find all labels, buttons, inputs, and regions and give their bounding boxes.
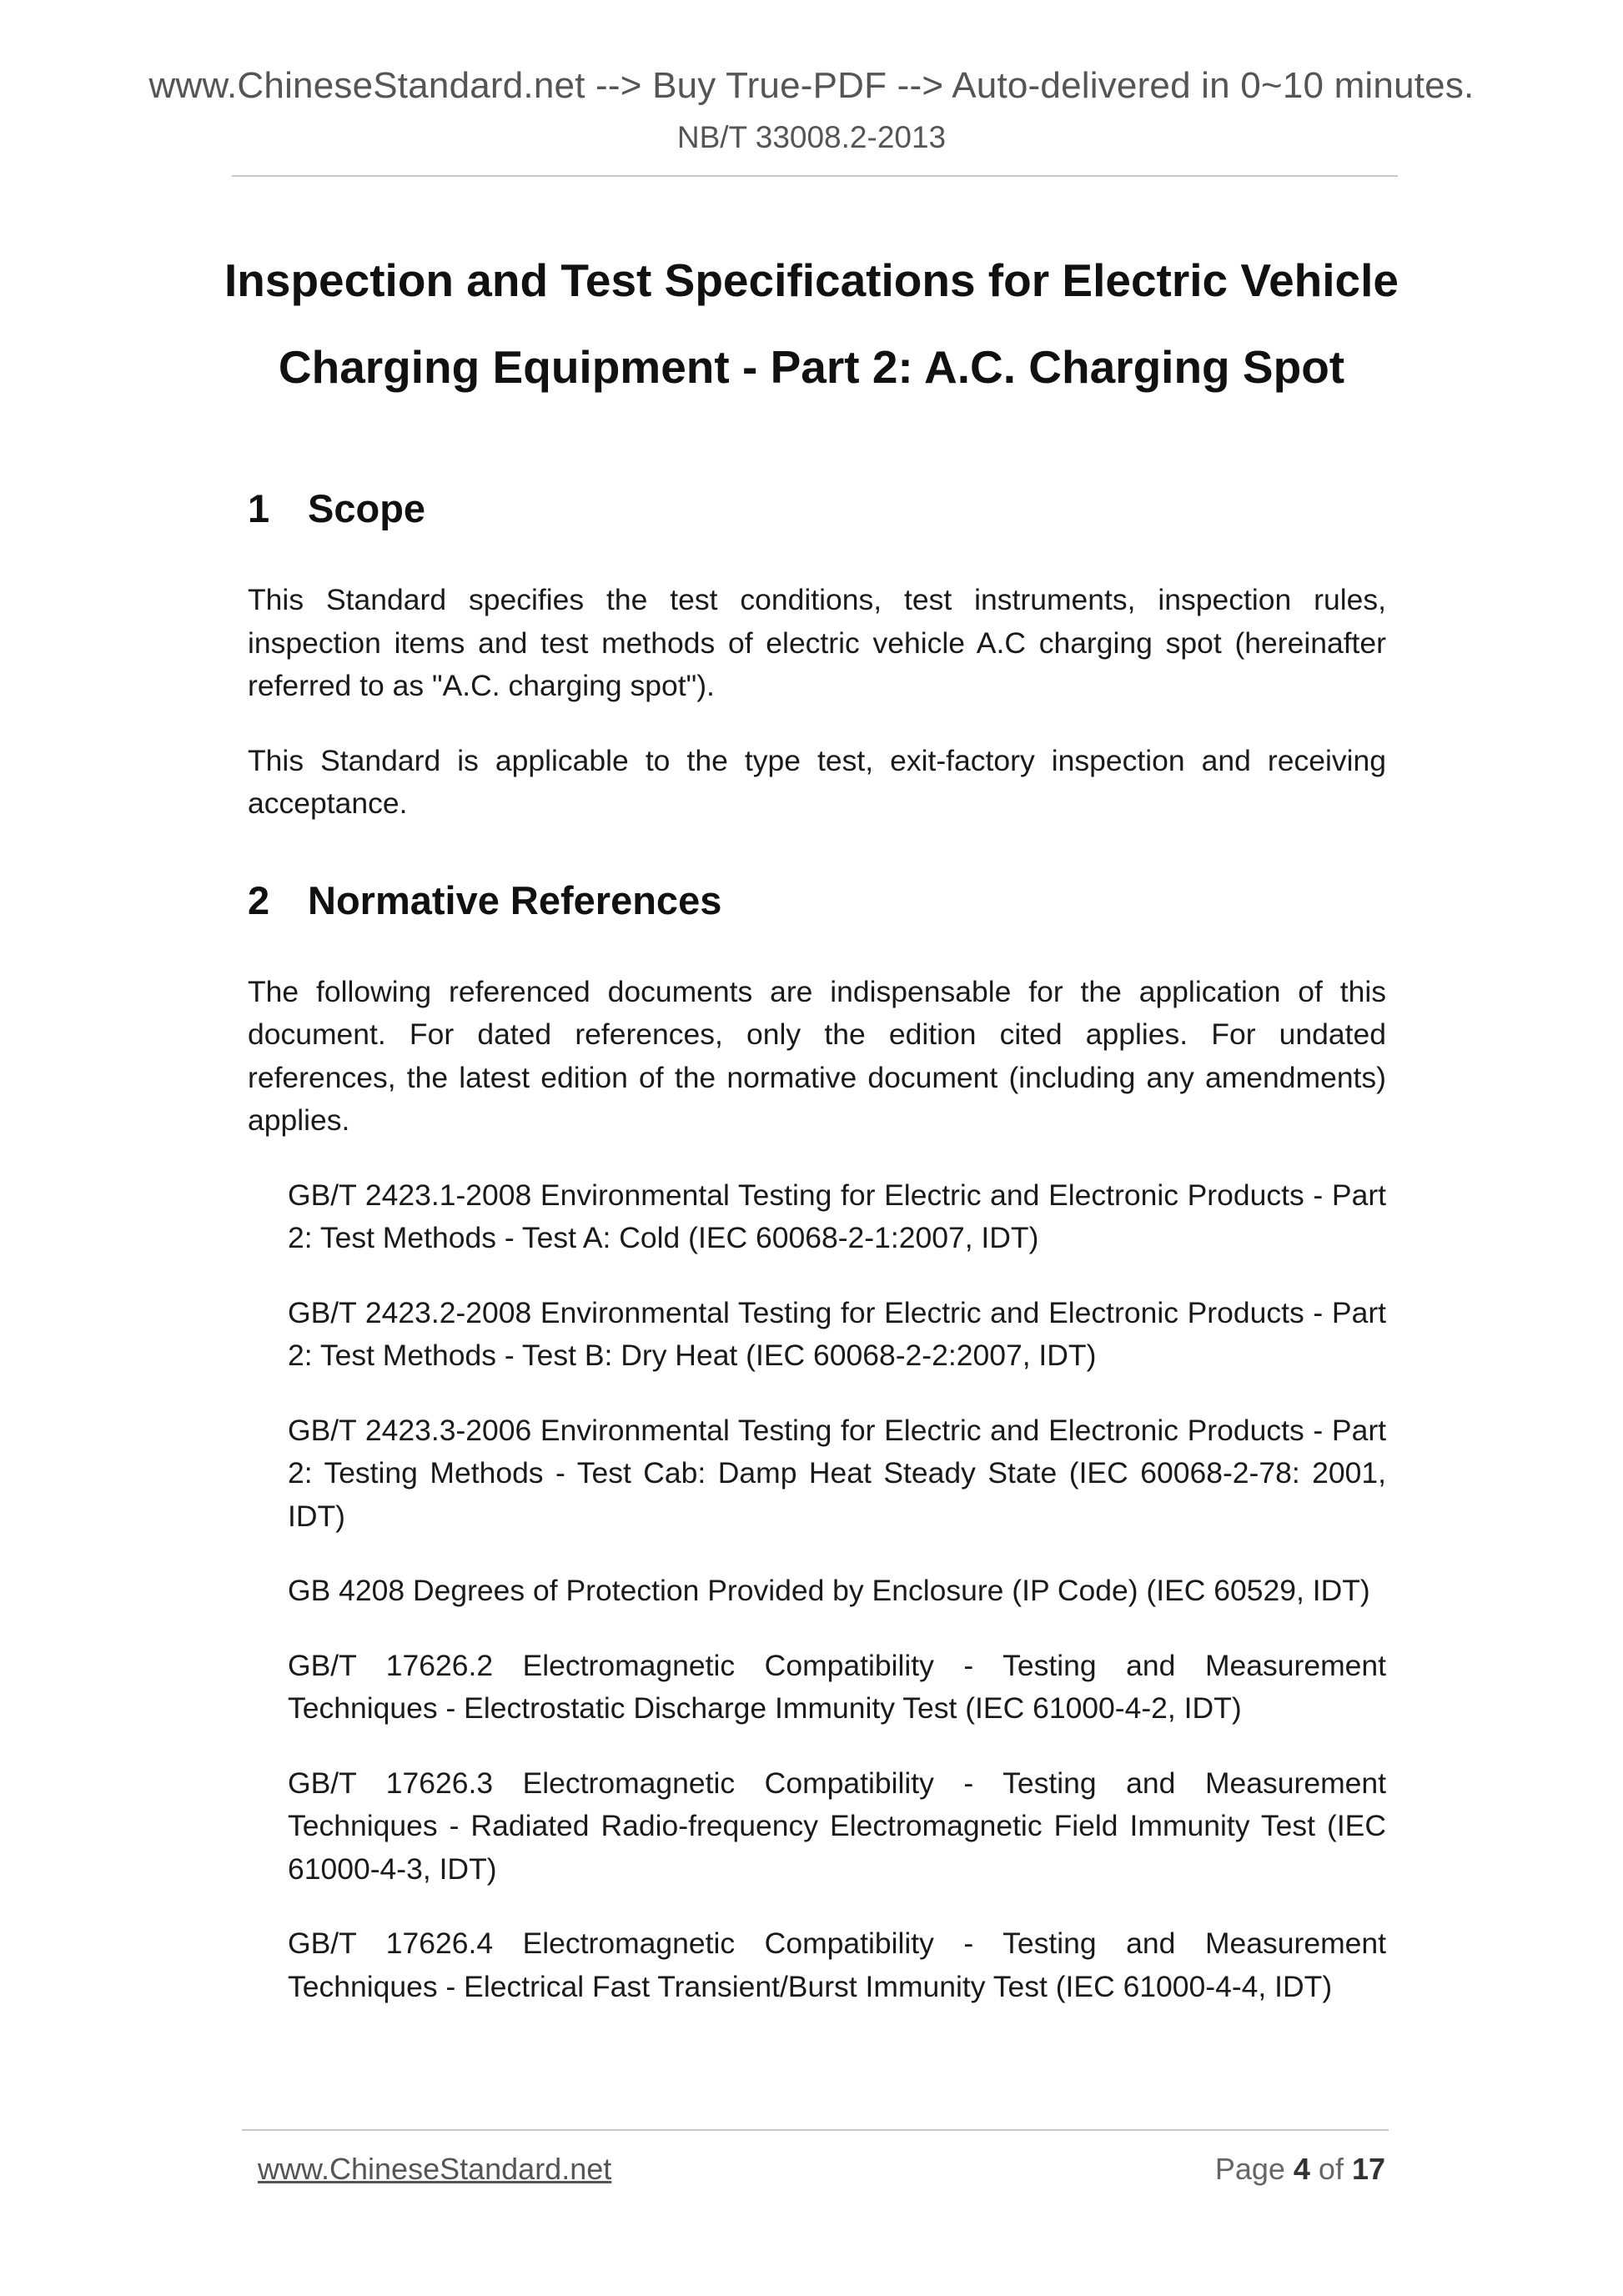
- document-title-line-2: Charging Equipment - Part 2: A.C. Charging Spot: [278, 341, 1345, 393]
- reference-item: GB/T 2423.1-2008 Environmental Testing for Electric and Electronic Products - Part 2: Test Methods - Test A: Cold (IEC 60068-2-1:2007, IDT): [288, 1178, 1386, 1254]
- paragraph: The following referenced documents are indispensable for the application of this document. For dated references, only the edition cited applies. For undated references, the latest edition of the normative document (including any amendments) applies.: [248, 974, 1386, 1137]
- paragraph: This Standard is applicable to the type test, exit-factory inspection and receiving acceptance.: [248, 743, 1386, 820]
- document-body: [248, 484, 1386, 2040]
- footer-website-link[interactable]: www.ChineseStandard.net: [258, 2152, 612, 2186]
- footer-divider: [242, 2129, 1389, 2131]
- page-indicator: [1215, 2152, 1385, 2187]
- page-total: 17: [1351, 2152, 1385, 2186]
- section-title: Normative References: [308, 877, 722, 922]
- page-current: 4: [1293, 2152, 1310, 2186]
- section-number: 2: [248, 877, 270, 922]
- reference-item: GB/T 17626.3 Electromagnetic Compatibility - Testing and Measurement Techniques - Radiated Radio-frequency Electromagnetic Field Immunity Test (IEC 61000-4-3, IDT): [288, 1766, 1386, 1886]
- section-number: 1: [248, 486, 270, 530]
- reference-item: GB 4208 Degrees of Protection Provided by Enclosure (IP Code) (IEC 60529, IDT): [288, 1574, 1370, 1607]
- section-heading-normative-references: [248, 876, 1386, 926]
- header-divider: [232, 175, 1398, 177]
- section-title: Scope: [308, 486, 426, 530]
- page-of: of: [1309, 2152, 1352, 2186]
- reference-item: GB/T 2423.2-2008 Environmental Testing for Electric and Electronic Products - Part 2: Test Methods - Test B: Dry Heat (IEC 60068-2-2:2007, IDT): [288, 1295, 1386, 1372]
- reference-item: GB/T 17626.4 Electromagnetic Compatibility - Testing and Measurement Techniques - Electrical Fast Transient/Burst Immunity Test (IEC 61000-4-4, IDT): [288, 1927, 1386, 2003]
- document-title: [0, 237, 1623, 410]
- paragraph: This Standard specifies the test conditions, test instruments, inspection rules, inspection items and test methods of electric vehicle A.C charging spot (hereinafter referred to as "A.C. charging spot").: [248, 583, 1386, 702]
- reference-item: GB/T 17626.2 Electromagnetic Compatibility - Testing and Measurement Techniques - Electrostatic Discharge Immunity Test (IEC 61000-4-2, IDT): [288, 1648, 1386, 1725]
- reference-item: GB/T 2423.3-2006 Environmental Testing for Electric and Electronic Products - Part 2: Testing Methods - Test Cab: Damp Heat Steady State (IEC 60068-2-78: 2001, IDT): [288, 1413, 1386, 1533]
- section-heading-scope: [248, 484, 1386, 534]
- standard-code: NB/T 33008.2-2013: [676, 120, 947, 154]
- reference-list: [248, 1174, 1386, 2009]
- document-title-line-1: Inspection and Test Specifications for Electric Vehicle: [224, 254, 1399, 306]
- header-banner: www.ChineseStandard.net --> Buy True-PDF --> Auto-delivered in 0~10 minutes.: [148, 65, 1475, 106]
- page-prefix: Page: [1214, 2152, 1294, 2186]
